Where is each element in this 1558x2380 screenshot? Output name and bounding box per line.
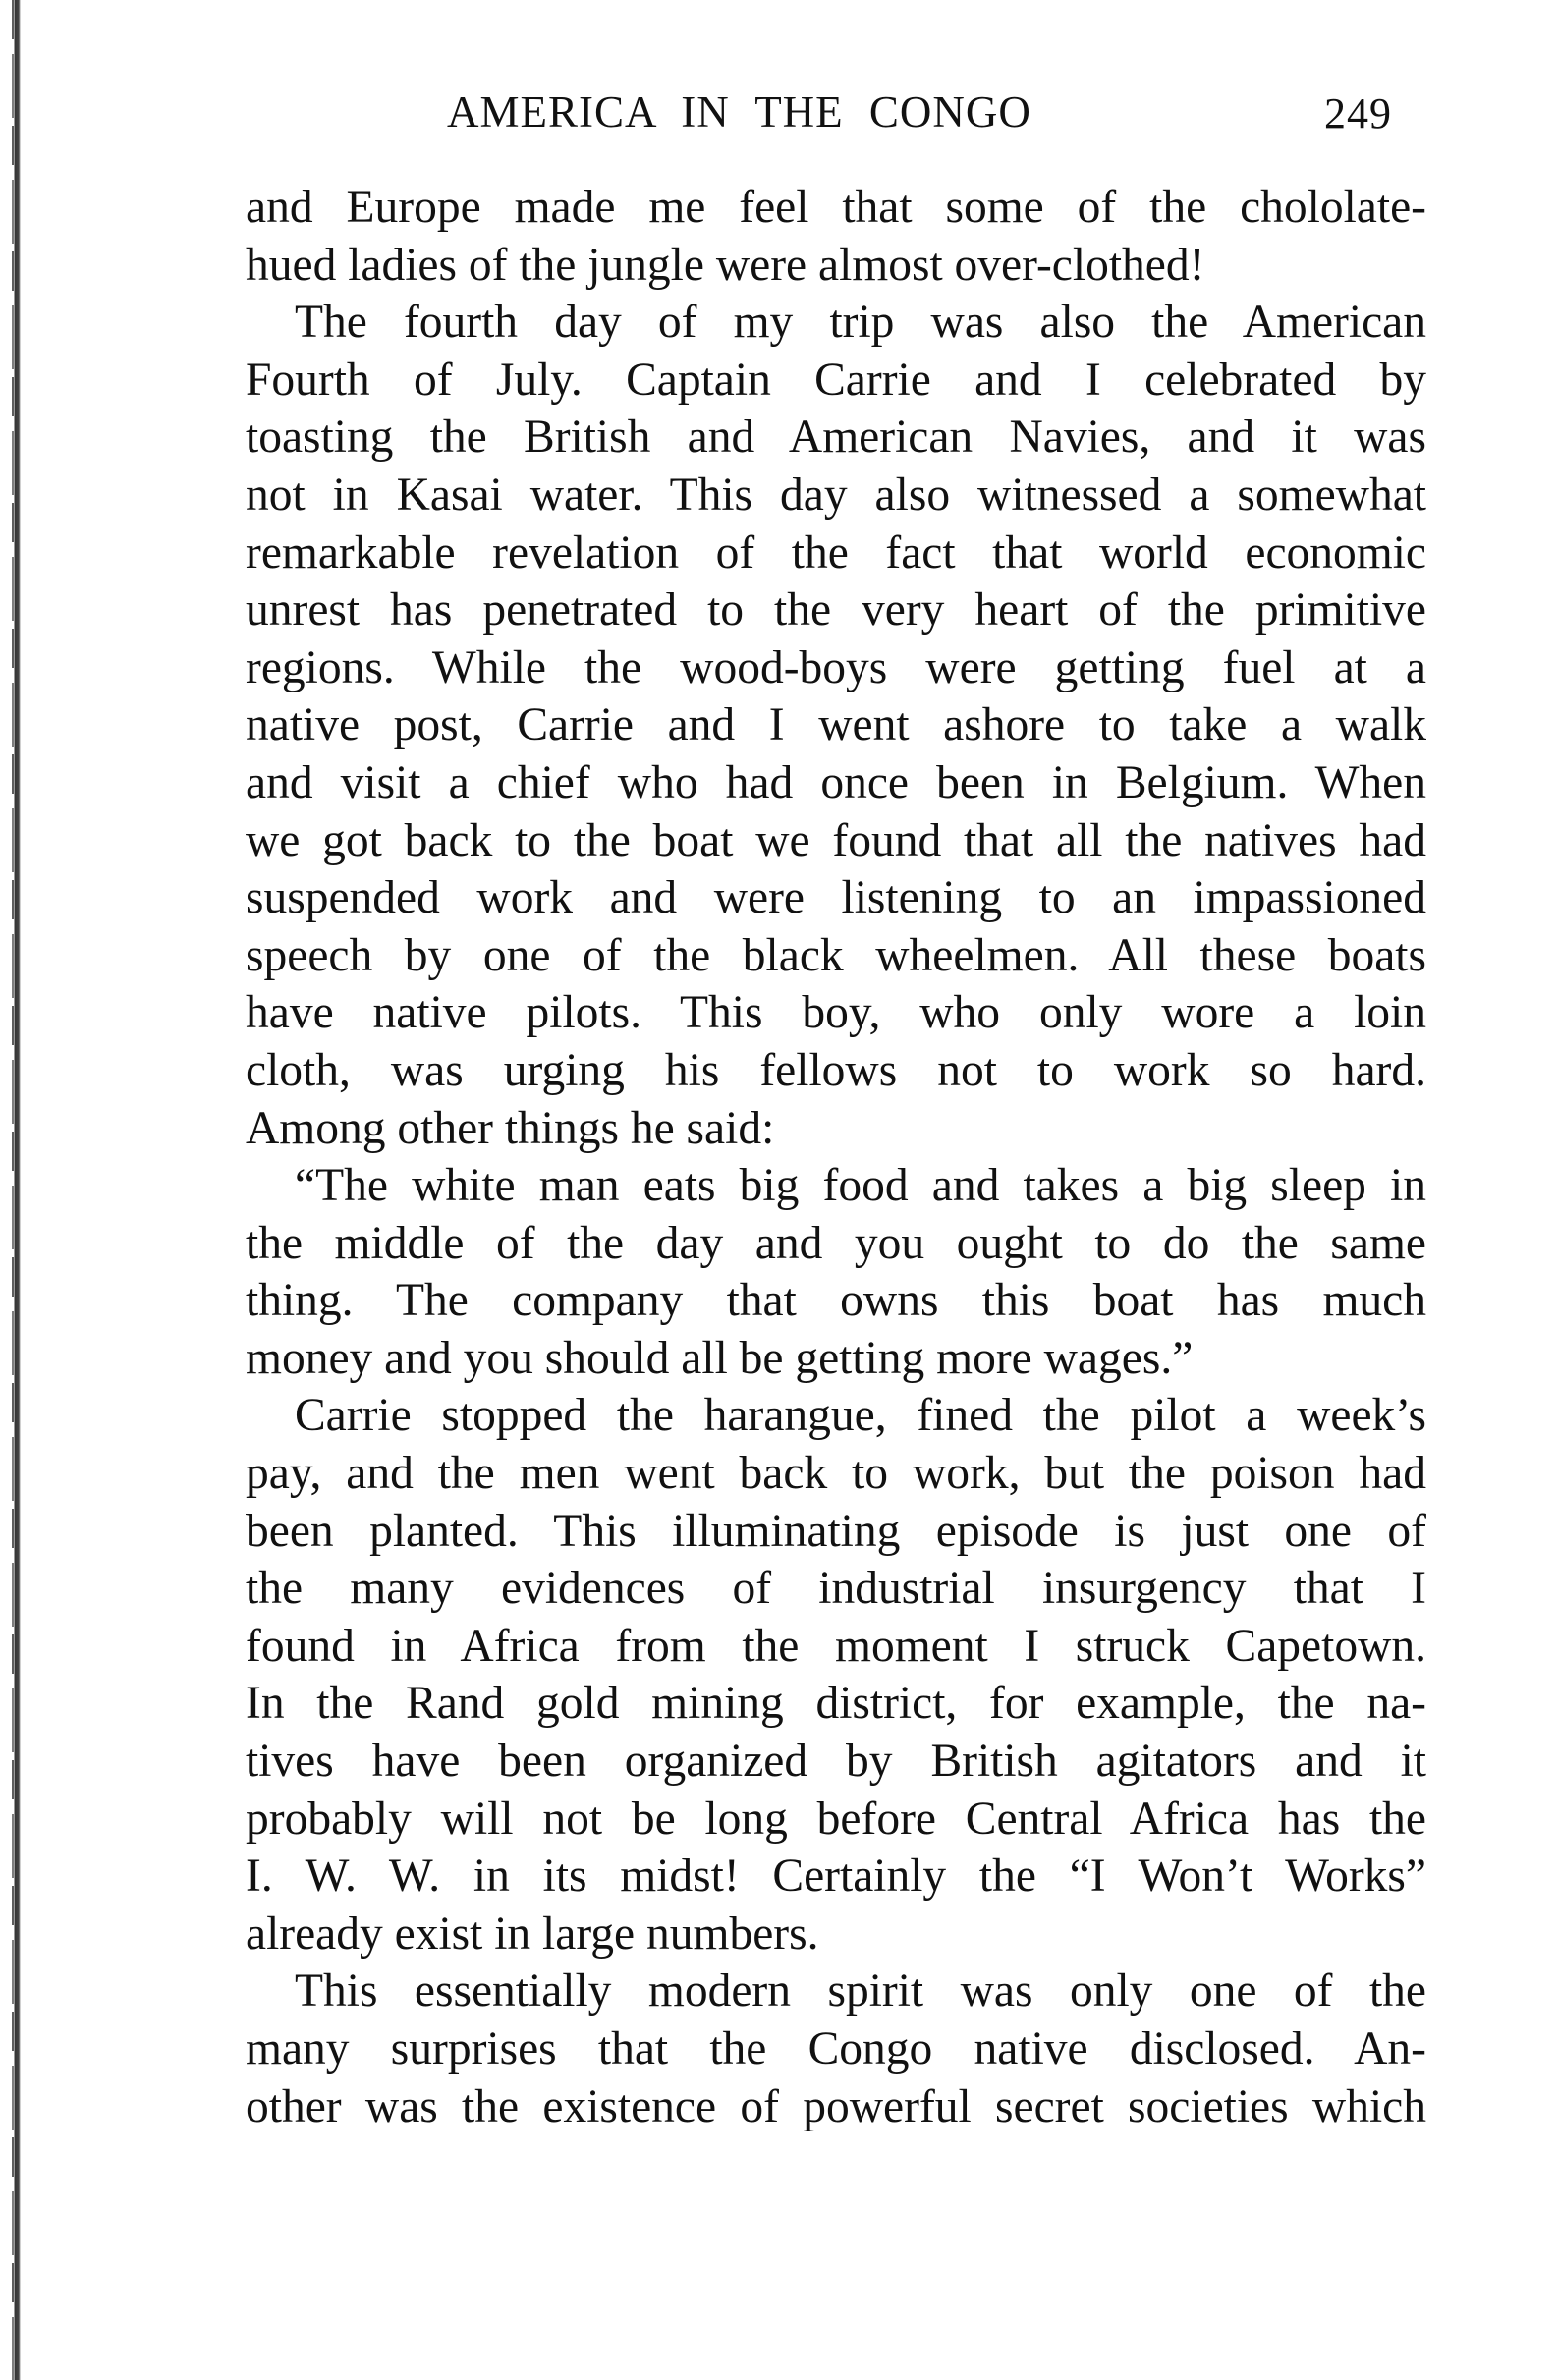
text-line: toasting the British and American Navies, and it was [246, 412, 1426, 464]
text-line: money and you should all be getting more wages.” [246, 1332, 1194, 1384]
body-text [246, 179, 1426, 2135]
text-line: have native pilots. This boy, who only wore a loin [246, 987, 1426, 1039]
text-line: Among other things he said: [246, 1102, 775, 1154]
text-line: suspended work and were listening to an impassioned [246, 872, 1426, 924]
text-line: regions. While the wood-boys were getting fuel at a [246, 641, 1426, 693]
running-title: AMERICA IN THE CONGO [447, 87, 1031, 137]
text-line: the many evidences of industrial insurgency that I [246, 1563, 1426, 1615]
text-line: cloth, was urging his fellows not to work so hard. [246, 1044, 1426, 1096]
text-line: remarkable revelation of the fact that world economic [246, 526, 1426, 579]
text-line: “The white man eats big food and takes a big sleep in [295, 1160, 1426, 1212]
text-line: unrest has penetrated to the very heart of the primitive [246, 584, 1426, 637]
text-line: many surprises that the Congo native disclosed. An- [246, 2023, 1426, 2075]
text-line: This essentially modern spirit was only one of the [295, 1965, 1426, 2018]
text-line: and visit a chief who had once been in Belgium. When [246, 756, 1426, 808]
text-line: pay, and the men went back to work, but the poison had [246, 1448, 1426, 1500]
binding-edge-shadow [0, 0, 26, 2380]
text-line: hued ladies of the jungle were almost over-clothed! [246, 239, 1205, 291]
text-line: been planted. This illuminating episode is just one of [246, 1505, 1426, 1557]
text-line: other was the existence of powerful secret societies which [246, 2080, 1426, 2132]
text-line: the middle of the day and you ought to do the same [246, 1217, 1426, 1269]
text-line: Fourth of July. Captain Carrie and I celebrated by [246, 354, 1426, 406]
page-number: 249 [1324, 89, 1392, 138]
text-line: native post, Carrie and I went ashore to take a walk [246, 699, 1426, 751]
text-line: In the Rand gold mining district, for example, the na- [246, 1678, 1426, 1730]
text-line: already exist in large numbers. [246, 1908, 819, 1960]
text-line: found in Africa from the moment I struck Capetown. [246, 1620, 1426, 1672]
text-line: speech by one of the black wheelmen. All these boats [246, 929, 1426, 981]
text-line: and Europe made me feel that some of the chololate- [246, 182, 1426, 233]
text-line: Carrie stopped the harangue, fined the pilot a week’s [295, 1390, 1426, 1442]
text-line: not in Kasai water. This day also witnessed a somewhat [246, 469, 1426, 521]
text-line: The fourth day of my trip was also the American [295, 297, 1426, 349]
text-line: tives have been organized by British agitators and it [246, 1736, 1426, 1788]
text-line: thing. The company that owns this boat has much [246, 1275, 1426, 1327]
text-line: I. W. W. in its midst! Certainly the “I Won’t Works” [246, 1851, 1426, 1903]
text-line: we got back to the boat we found that all the natives had [246, 814, 1426, 866]
text-line: probably will not be long before Central Africa has the [246, 1793, 1426, 1845]
running-head [246, 86, 1424, 155]
